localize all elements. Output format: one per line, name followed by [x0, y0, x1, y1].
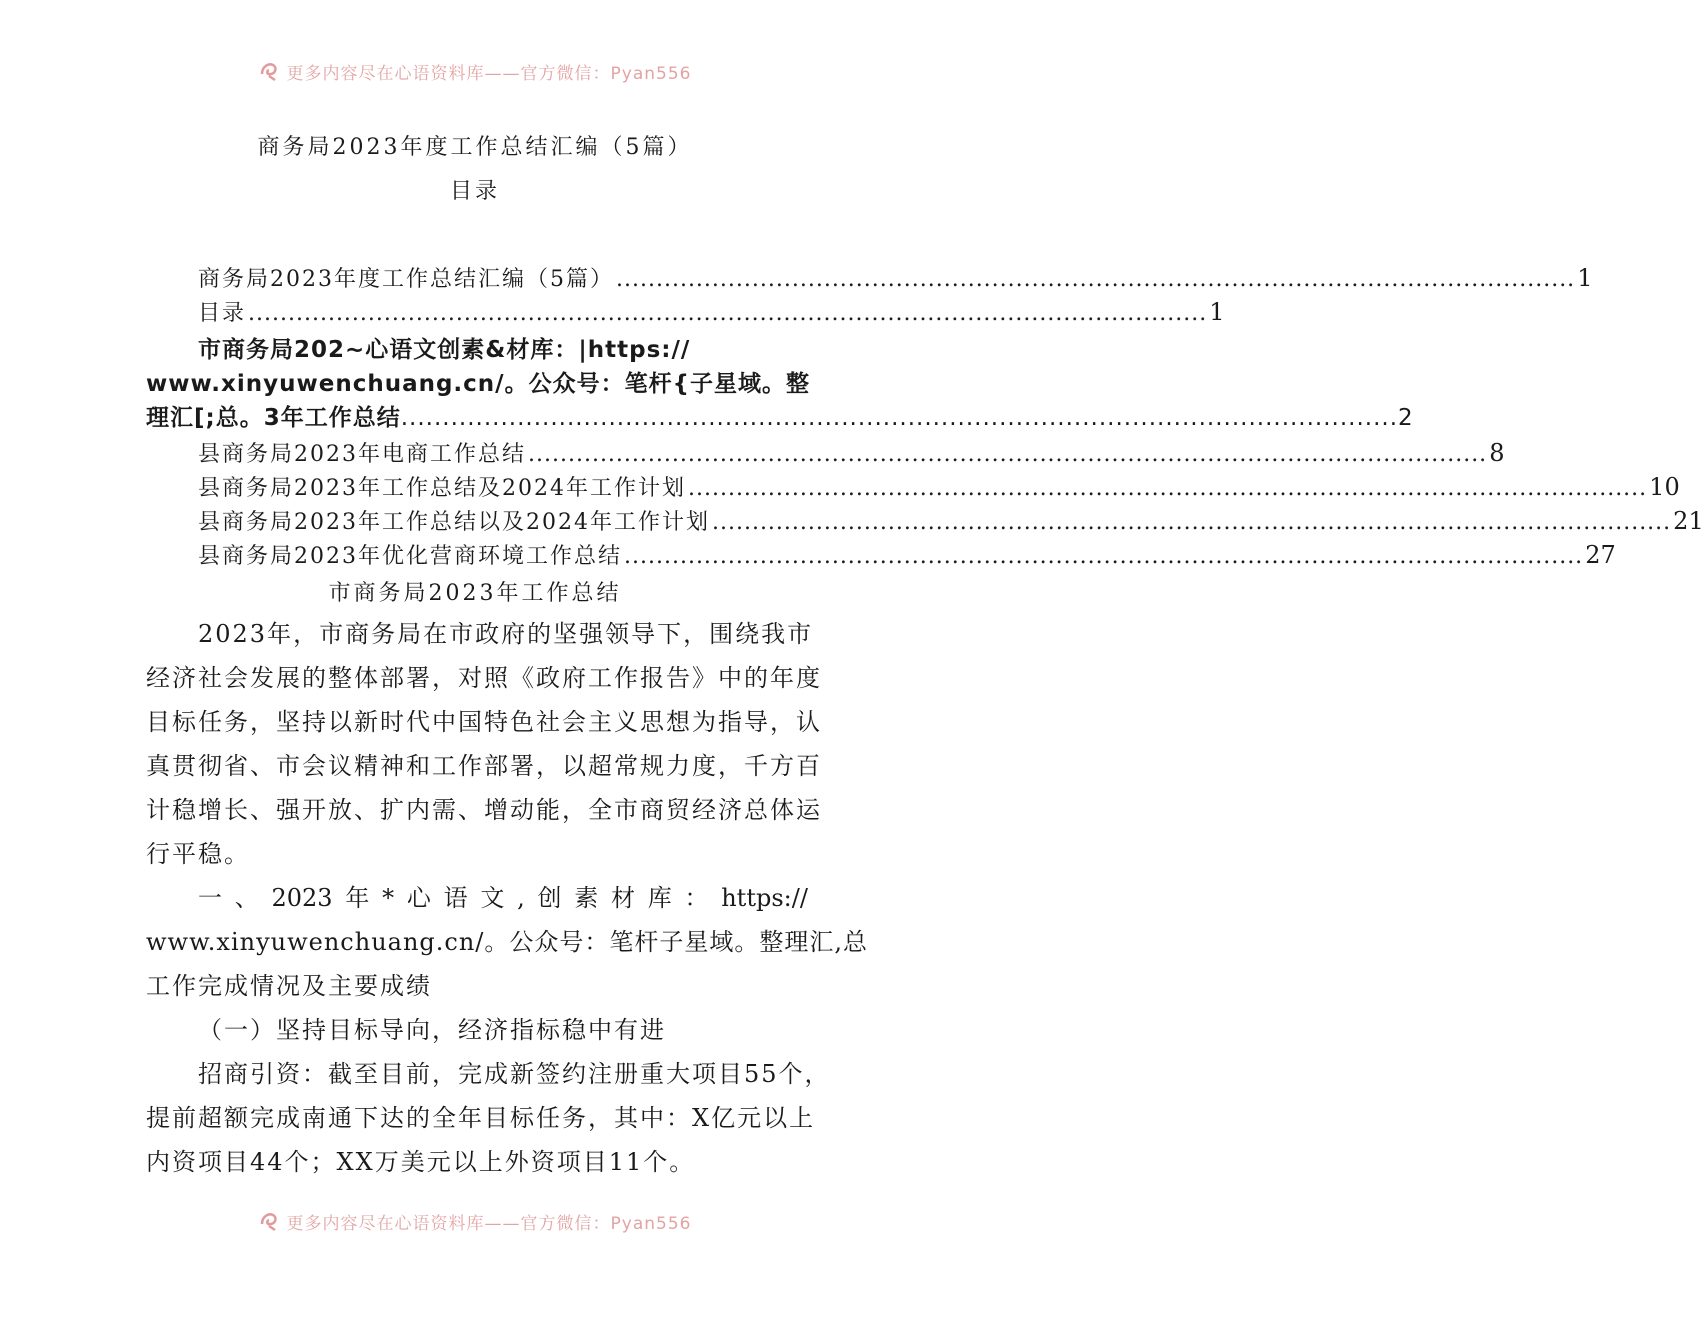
toc-entry[interactable] [146, 539, 1616, 573]
toc-entry-label: 县商务局2023年工作总结及2024年工作计划 [198, 476, 686, 501]
brand-logo-icon [259, 1210, 281, 1232]
heading-one-part: 年 [345, 884, 370, 912]
toc-entry[interactable] [146, 296, 1225, 330]
paragraph-line: 2023年，市商务局在市政府的坚强领导下，围绕我市 [198, 620, 814, 648]
heading-one-part: * [382, 884, 395, 912]
heading-one-part: 、 [234, 884, 259, 912]
paragraph-intro [146, 612, 822, 876]
paragraph-line: 计稳增长、强开放、扩内需、增动能，全市商贸经济总体运 [146, 796, 822, 824]
toc-entry[interactable] [146, 505, 1704, 539]
paragraph-line: 提前超额完成南通下达的全年目标任务，其中：X亿元以上 [146, 1104, 816, 1132]
paragraph-line: 内资项目44个；XX万美元以上外资项目11个。 [146, 1148, 696, 1176]
toc-entry-page: 1 [1209, 298, 1225, 326]
toc-bold-line-3 [146, 401, 1414, 435]
heading-one-part: ： [684, 884, 709, 912]
toc-entry-page: 21 [1673, 507, 1704, 535]
toc-entry-label: 商务局2023年度工作总结汇编（5篇） [198, 267, 614, 292]
heading-one-part: , [517, 884, 525, 912]
watermark-text: 更多内容尽在心语资料库——官方微信：Pyan556 [286, 1213, 692, 1234]
toc-entry-page: 1 [1577, 264, 1593, 292]
toc-list-2 [146, 437, 1704, 573]
toc-bold-line-1 [146, 333, 808, 367]
toc-entry-label: 县商务局2023年电商工作总结 [198, 442, 526, 467]
paragraph-line: 目标任务，坚持以新时代中国特色社会主义思想为指导，认 [146, 708, 822, 736]
subheading-text: （一）坚持目标导向，经济指标稳中有进 [198, 1016, 666, 1044]
toc-leader-dots: ........................................................................................................................ [400, 405, 1399, 431]
watermark-banner-top [0, 56, 950, 86]
toc-entry-page: 27 [1585, 541, 1616, 569]
toc-entry-label: 目录 [198, 301, 247, 326]
heading-one-part: 文 [480, 884, 505, 912]
toc-leader-dots: ........................................................................................................................ [528, 442, 1488, 467]
toc-leader-dots: ........................................................................................................................ [687, 476, 1648, 501]
toc-entry-label: 县商务局2023年工作总结以及2024年工作计划 [198, 510, 710, 535]
heading-one-part: 材 [610, 884, 635, 912]
paragraph-line: 行平稳。 [146, 840, 250, 868]
heading-one-line-2: www.xinyuwenchuang.cn/。公众号：笔杆子星域。整理汇,总 [146, 928, 869, 956]
toc-leader-dots: ........................................................................................................................ [616, 267, 1576, 292]
toc-entry-page: 10 [1649, 473, 1680, 501]
toc-leader-dots: ........................................................................................................................ [624, 544, 1584, 569]
heading-one-line-1 [146, 876, 808, 920]
toc-bold-line-2 [146, 367, 808, 401]
toc-entry-page: 2 [1398, 405, 1414, 431]
heading-one-part: https:// [721, 884, 808, 912]
watermark-banner-bottom [0, 1206, 950, 1236]
heading-one-part: 素 [574, 884, 599, 912]
toc-entry-page: 8 [1489, 439, 1505, 467]
paragraph-line: 经济社会发展的整体部署，对照《政府工作报告》中的年度 [146, 664, 822, 692]
heading-one-part: 库 [647, 884, 672, 912]
paragraph-line: 招商引资：截至目前，完成新签约注册重大项目55个， [198, 1060, 831, 1088]
watermark-text: 更多内容尽在心语资料库——官方微信：Pyan556 [286, 63, 692, 84]
section-title: 市商务局2023年工作总结 [328, 581, 622, 606]
paragraph-investment [146, 1052, 831, 1184]
toc-list [146, 262, 1593, 330]
heading-one [146, 876, 869, 1008]
toc-entry[interactable] [146, 262, 1593, 296]
toc-bold-text-1: 市商务局202~心语文创素&材库：|https:// [198, 337, 691, 363]
heading-one-line-3: 工作完成情况及主要成绩 [146, 972, 432, 1000]
heading-one-part: 创 [537, 884, 562, 912]
heading-one-part: 心 [406, 884, 431, 912]
document-subtitle: 目录 [449, 179, 500, 204]
toc-bold-text-2: www.xinyuwenchuang.cn/。公众号：笔杆{子星域。整 [146, 371, 810, 397]
toc-entry-bold[interactable] [146, 333, 1414, 435]
toc-leader-dots: ........................................................................................................................ [711, 510, 1672, 535]
toc-bold-text-3: 理汇[;总。3年工作总结 [146, 405, 401, 431]
paragraph-line: 真贯彻省、市会议精神和工作部署，以超常规力度，千方百 [146, 752, 822, 780]
heading-one-part: 语 [443, 884, 468, 912]
subheading [146, 1008, 808, 1052]
toc-entry[interactable] [146, 471, 1680, 505]
heading-one-part: 一 [198, 884, 222, 912]
document-title: 商务局2023年度工作总结汇编（5篇） [257, 135, 693, 160]
toc-entry-label: 县商务局2023年优化营商环境工作总结 [198, 544, 622, 569]
brand-logo-icon [259, 60, 281, 82]
toc-leader-dots: ........................................................................................................................ [248, 301, 1208, 326]
heading-one-part: 2023 [271, 884, 333, 912]
toc-entry[interactable] [146, 437, 1505, 471]
